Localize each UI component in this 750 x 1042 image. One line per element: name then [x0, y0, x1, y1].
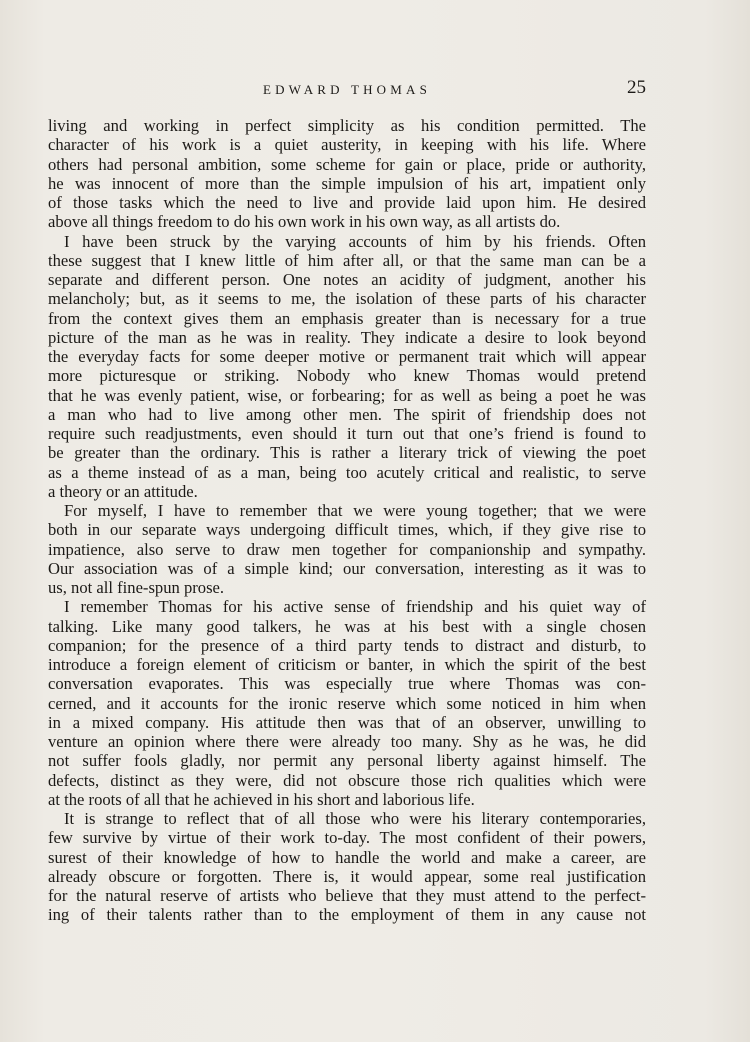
text-line: I have been struck by the varying accounts of him by his friends. Often	[64, 231, 646, 251]
text-line: surest of their knowledge of how to handle the world and make a career, are	[48, 847, 646, 867]
text-line: picture of the man as he was in reality. They indicate a desire to look beyond	[48, 327, 646, 347]
paragraph-1	[48, 116, 646, 232]
text-line: living and working in perfect simplicity as his condition permitted. The	[48, 116, 646, 135]
text-line: these suggest that I knew little of him after all, or that the same man can be a	[48, 250, 646, 270]
text-line: cerned, and it accounts for the ironic reserve which some noticed in him when	[48, 693, 646, 713]
text-line: in a mixed company. His attitude then was that of an observer, unwilling to	[48, 712, 646, 732]
text-line: already obscure or forgotten. There is, it would appear, some real justification	[48, 866, 646, 886]
text-line: both in our separate ways undergoing difficult times, which, if they give rise to	[48, 520, 646, 540]
text-line: venture an opinion where there were already too many. Shy as he was, he did	[48, 732, 646, 751]
text-line: introduce a foreign element of criticism or banter, in which the spirit of the best	[48, 655, 646, 674]
paragraph-2	[48, 232, 646, 502]
text-line: require such readjustments, even should it turn out that one’s friend is found to	[48, 424, 646, 443]
text-line: melancholy; but, as it seems to me, the isolation of these parts of his character	[48, 289, 646, 309]
page-header	[48, 77, 646, 104]
text-line: for the natural reserve of artists who believe that they must attend to the perfect-	[48, 886, 646, 905]
text-line: It is strange to reflect that of all those who were his literary contemporaries,	[64, 809, 646, 828]
text-line: that he was evenly patient, wise, or forbearing; for as well as being a poet he was	[48, 385, 646, 405]
text-line: a man who had to live among other men. The spirit of friendship does not	[48, 404, 646, 424]
text-line: separate and different person. One notes an acidity of judgment, another his	[48, 270, 646, 289]
text-line: impatience, also serve to draw men together for companionship and sympathy.	[48, 539, 646, 559]
paragraph-3	[48, 501, 646, 597]
text-line: of those tasks which the need to live and provide laid upon him. He desired	[48, 193, 646, 212]
text-line: defects, distinct as they were, did not obscure those rich qualities which were	[48, 770, 646, 790]
text-line: few survive by virtue of their work to-day. The most confident of their powers,	[48, 828, 646, 848]
text-line: us, not all fine-spun prose.	[48, 578, 225, 597]
running-head: EDWARD THOMAS	[262, 82, 432, 97]
text-line: conversation evaporates. This was especially true where Thomas was con-	[48, 674, 646, 694]
text-line: more picturesque or striking. Nobody who knew Thomas would pretend	[48, 366, 646, 386]
text-line: above all things freedom to do his own work in his own way, as all artists do.	[48, 212, 561, 232]
text-line: talking. Like many good talkers, he was at his best with a single chosen	[48, 616, 646, 636]
text-line: be greater than the ordinary. This is rather a literary trick of viewing the poet	[48, 443, 646, 463]
text-line: at the roots of all that he achieved in his short and laborious life.	[48, 789, 475, 809]
text-line: he was innocent of more than the simple impulsion of his art, impatient only	[48, 173, 646, 193]
paragraph-5	[48, 809, 646, 925]
text-line: For myself, I have to remember that we were young together; that we were	[64, 501, 646, 520]
text-line: Our association was of a simple kind; our conversation, interesting as it was to	[48, 558, 646, 578]
text-line: companion; for the presence of a third party tends to distract and disturb, to	[48, 635, 646, 655]
text-line: I remember Thomas for his active sense of friendship and his quiet way of	[64, 597, 646, 617]
text-line: from the context gives them an emphasis greater than is necessary for a true	[48, 308, 646, 328]
text-line: not suffer fools gladly, nor permit any personal liberty against himself. The	[48, 751, 646, 771]
text-line: character of his work is a quiet austerity, in keeping with his life. Where	[48, 135, 646, 155]
text-line: the everyday facts for some deeper motive or permanent trait which will appear	[48, 347, 646, 366]
text-line: as a theme instead of as a man, being too acutely critical and realistic, to serve	[48, 462, 646, 482]
text-line: others had personal ambition, some scheme for gain or place, pride or authority,	[48, 154, 646, 174]
text-line: ing of their talents rather than to the employment of them in any cause not	[48, 905, 646, 925]
paragraph-4	[48, 597, 646, 809]
text-line: a theory or an attitude.	[48, 481, 198, 501]
page-number: 25	[627, 77, 646, 98]
body-text	[48, 116, 646, 925]
